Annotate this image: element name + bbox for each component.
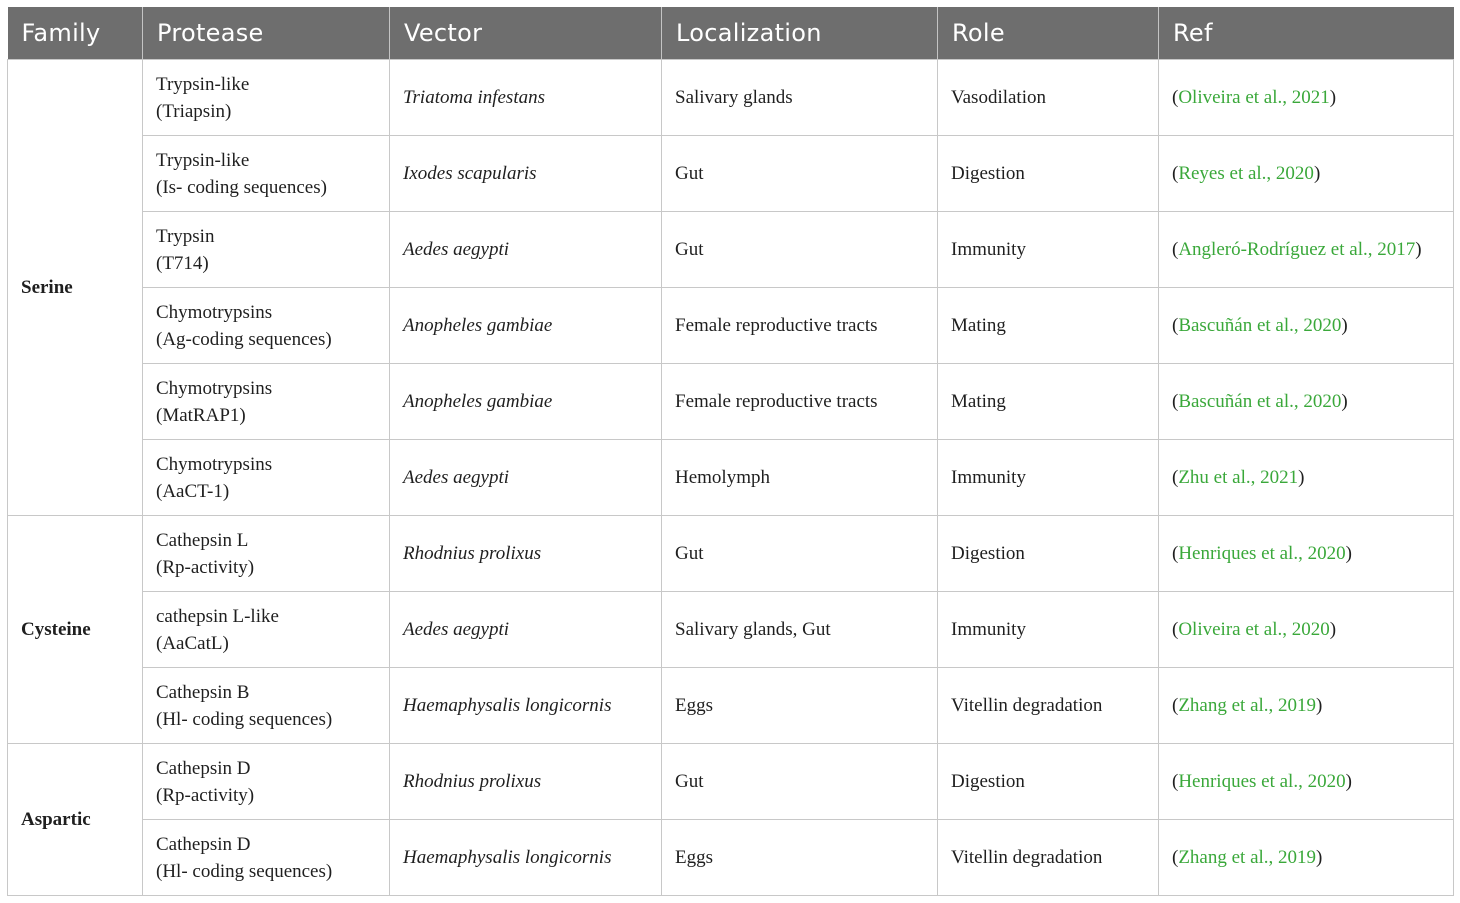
role-cell: Digestion <box>938 516 1159 592</box>
protease-detail: (AaCT-1) <box>156 480 230 502</box>
protease-detail: (Triapsin) <box>156 100 232 122</box>
table-row <box>8 592 1454 668</box>
table-row <box>8 516 1454 592</box>
ref-link[interactable]: Bascuñán et al., 2020 <box>1178 315 1342 336</box>
protease-detail: (Is- coding sequences) <box>156 176 327 198</box>
protease-name: Cathepsin D <box>156 757 251 779</box>
ref-link[interactable]: Bascuñán et al., 2020 <box>1178 391 1342 412</box>
role-cell: Immunity <box>938 592 1159 668</box>
ref-cell: (Henriques et al., 2020) <box>1159 516 1454 592</box>
table-row <box>8 440 1454 516</box>
protease-cell <box>143 440 390 516</box>
protease-cell <box>143 744 390 820</box>
localization-cell: Eggs <box>662 668 938 744</box>
vector-cell: Haemaphysalis longicornis <box>390 820 662 896</box>
vector-cell: Anopheles gambiae <box>390 364 662 440</box>
ref-link[interactable]: Zhu et al., 2021 <box>1178 467 1299 488</box>
localization-cell: Gut <box>662 136 938 212</box>
protease-name: Chymotrypsins <box>156 453 273 475</box>
ref-link[interactable]: Angleró-Rodríguez et al., 2017 <box>1178 239 1416 260</box>
vector-cell: Aedes aegypti <box>390 212 662 288</box>
protease-cell <box>143 212 390 288</box>
localization-cell: Hemolymph <box>662 440 938 516</box>
localization-cell: Eggs <box>662 820 938 896</box>
protease-cell <box>143 668 390 744</box>
family-cell: Serine <box>8 60 143 516</box>
localization-cell: Gut <box>662 516 938 592</box>
ref-link[interactable]: Henriques et al., 2020 <box>1178 543 1346 564</box>
vector-cell: Triatoma infestans <box>390 60 662 136</box>
protease-detail: (AaCatL) <box>156 632 229 654</box>
protease-name: Cathepsin B <box>156 681 250 703</box>
localization-cell: Gut <box>662 212 938 288</box>
role-cell: Immunity <box>938 440 1159 516</box>
protease-detail: (Hl- coding sequences) <box>156 860 333 882</box>
table-row <box>8 820 1454 896</box>
protease-detail: (Rp-activity) <box>156 556 255 578</box>
header-ref: Ref <box>1159 7 1454 60</box>
table-row <box>8 744 1454 820</box>
protease-cell <box>143 288 390 364</box>
ref-link[interactable]: Zhang et al., 2019 <box>1178 847 1317 868</box>
table-row <box>8 288 1454 364</box>
header-protease: Protease <box>143 7 390 60</box>
ref-cell: (Zhu et al., 2021) <box>1159 440 1454 516</box>
vector-cell: Aedes aegypti <box>390 592 662 668</box>
header-vector: Vector <box>390 7 662 60</box>
role-cell: Mating <box>938 364 1159 440</box>
protease-detail: (Ag-coding sequences) <box>156 328 332 350</box>
protease-name: cathepsin L-like <box>156 605 279 627</box>
protease-detail: (MatRAP1) <box>156 404 246 426</box>
ref-link[interactable]: Zhang et al., 2019 <box>1178 695 1317 716</box>
table-row <box>8 60 1454 136</box>
header-role: Role <box>938 7 1159 60</box>
ref-cell: (Bascuñán et al., 2020) <box>1159 364 1454 440</box>
ref-cell: (Oliveira et al., 2020) <box>1159 592 1454 668</box>
table-row <box>8 668 1454 744</box>
table-row <box>8 364 1454 440</box>
protease-detail: (Rp-activity) <box>156 784 255 806</box>
protease-detail: (Hl- coding sequences) <box>156 708 333 730</box>
role-cell: Digestion <box>938 136 1159 212</box>
ref-cell: (Zhang et al., 2019) <box>1159 668 1454 744</box>
protease-cell <box>143 364 390 440</box>
ref-cell: (Oliveira et al., 2021) <box>1159 60 1454 136</box>
header-row <box>8 7 1454 60</box>
table-row <box>8 212 1454 288</box>
vector-cell: Anopheles gambiae <box>390 288 662 364</box>
role-cell: Vitellin degradation <box>938 820 1159 896</box>
vector-cell: Haemaphysalis longicornis <box>390 668 662 744</box>
ref-link[interactable]: Reyes et al., 2020 <box>1178 163 1314 184</box>
role-cell: Mating <box>938 288 1159 364</box>
protease-name: Trypsin <box>156 225 215 247</box>
protease-detail: (T714) <box>156 252 209 274</box>
localization-cell: Salivary glands <box>662 60 938 136</box>
localization-cell: Female reproductive tracts <box>662 288 938 364</box>
protease-name: Trypsin-like <box>156 73 250 95</box>
localization-cell: Salivary glands, Gut <box>662 592 938 668</box>
role-cell: Digestion <box>938 744 1159 820</box>
vector-cell: Ixodes scapularis <box>390 136 662 212</box>
ref-cell: (Zhang et al., 2019) <box>1159 820 1454 896</box>
table-row <box>8 136 1454 212</box>
protease-cell <box>143 136 390 212</box>
vector-cell: Rhodnius prolixus <box>390 744 662 820</box>
protease-cell <box>143 516 390 592</box>
ref-link[interactable]: Henriques et al., 2020 <box>1178 771 1346 792</box>
vector-cell: Rhodnius prolixus <box>390 516 662 592</box>
localization-cell: Female reproductive tracts <box>662 364 938 440</box>
vector-cell: Aedes aegypti <box>390 440 662 516</box>
role-cell: Immunity <box>938 212 1159 288</box>
protease-name: Chymotrypsins <box>156 377 273 399</box>
protease-cell <box>143 592 390 668</box>
header-localization: Localization <box>662 7 938 60</box>
ref-cell: (Angleró-Rodríguez et al., 2017) <box>1159 212 1454 288</box>
protease-cell <box>143 820 390 896</box>
ref-link[interactable]: Oliveira et al., 2021 <box>1178 87 1330 108</box>
ref-cell: (Reyes et al., 2020) <box>1159 136 1454 212</box>
protease-name: Cathepsin L <box>156 529 249 551</box>
protease-cell <box>143 60 390 136</box>
family-cell: Cysteine <box>8 516 143 744</box>
role-cell: Vitellin degradation <box>938 668 1159 744</box>
ref-cell: (Bascuñán et al., 2020) <box>1159 288 1454 364</box>
ref-cell: (Henriques et al., 2020) <box>1159 744 1454 820</box>
family-cell: Aspartic <box>8 744 143 896</box>
ref-link[interactable]: Oliveira et al., 2020 <box>1178 619 1330 640</box>
protease-table <box>7 7 1454 896</box>
role-cell: Vasodilation <box>938 60 1159 136</box>
header-family: Family <box>8 7 143 60</box>
protease-name: Chymotrypsins <box>156 301 273 323</box>
protease-name: Cathepsin D <box>156 833 251 855</box>
localization-cell: Gut <box>662 744 938 820</box>
protease-name: Trypsin-like <box>156 149 250 171</box>
